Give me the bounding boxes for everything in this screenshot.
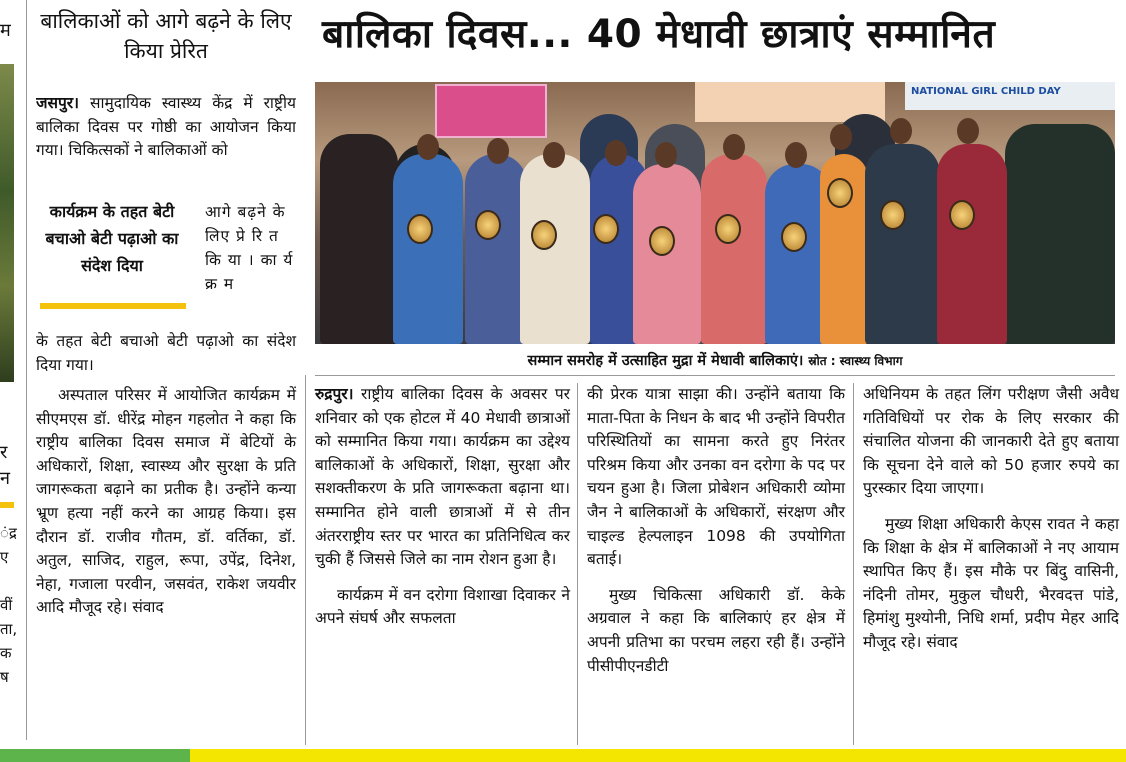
column-rule (305, 375, 306, 745)
side-story-continuation: के तहत बेटी बचाओ बेटी पढ़ाओ का संदेश दिया गया। (36, 332, 296, 374)
caption-text: सम्मान समरोह में उत्साहित मुद्रा में मेधावी बालिकाएं। (527, 353, 804, 369)
national-girl-child-day-banner: NATIONAL GIRL CHILD DAY (905, 82, 1115, 110)
paragraph-text: राष्ट्रीय बालिका दिवस के अवसर पर शनिवार को एक होटल में 40 मेधावी छात्राओं को सम्मानित किया गया। कार्यक्रम का उद्देश्य बालिकाओं के अधिकारों, शिक्षा, सुरक्षा और सशक्तीकरण के प्रति जागरूकता बढ़ाना था। सम्मानित होने वाली छात्राओं में से तीन अंतरराष्ट्रीय स्तर पर भारत का प्रतिनिधित्व कर चुकी हैं जिससे जिले का नाम रोशन हुआ है। (315, 385, 570, 569)
trophy-icon (715, 214, 741, 244)
face (723, 134, 745, 160)
story-column-3 (863, 383, 1119, 655)
column-rule (853, 383, 854, 745)
previous-column-fragment (0, 0, 18, 762)
edge-text: ंद्र (0, 524, 17, 542)
trophy-icon (949, 200, 975, 230)
paragraph-text: सामुदायिक स्वास्थ्य केंद्र में राष्ट्रीय बालिका दिवस पर गोष्ठी का आयोजन किया गया। चिकित्सकों ने बालिकाओं को (36, 94, 296, 160)
dateline: जसपुर। (36, 94, 79, 112)
person-figure (320, 134, 398, 344)
face (417, 134, 439, 160)
event-photo (315, 82, 1115, 344)
edge-text: क (0, 644, 12, 662)
student-figure (520, 154, 590, 344)
side-story-intro (36, 92, 296, 208)
paragraph-text: कार्यक्रम में वन दरोगा विशाखा दिवाकर ने अपने संघर्ष और सफलता (315, 585, 570, 628)
paragraph-text: अधिनियम के तहत लिंग परीक्षण जैसी अवैध गतिविधियों पर रोक के लिए सरकार की संचालित योजना की जानकारी देते हुए बताया कि सूचना देने वाले को 50 हजार रुपये का पुरस्कार दिया जाएगा। (863, 385, 1119, 498)
face (487, 138, 509, 164)
trophy-icon (531, 220, 557, 250)
edge-text: ए (0, 548, 9, 566)
student-figure (937, 144, 1007, 344)
face (785, 142, 807, 168)
accent-bar (0, 502, 14, 508)
student-figure (393, 154, 463, 344)
footer-green-segment (0, 749, 190, 762)
footer-color-bar (0, 749, 1126, 762)
pull-quote: कार्यक्रम के तहत बेटी बचाओ बेटी पढ़ाओ का संदेश दिया (45, 202, 179, 275)
trophy-icon (475, 210, 501, 240)
pull-quote-underline (40, 303, 186, 309)
trophy-icon (827, 178, 853, 208)
edge-text: ता, (0, 620, 18, 638)
story-column-2 (587, 383, 845, 678)
face (890, 118, 912, 144)
pink-banner (435, 84, 547, 138)
paragraph-text: की प्रेरक यात्रा साझा की। उन्होंने बताया कि माता-पिता के निधन के बाद भी उन्होंने विपरीत परिस्थितियों का सामना करते हुए निरंतर परिश्रम किया और उनका वन दरोगा के पद पर चयन हुआ है। जिला प्रोबेशन अधिकारी व्योमा जैन ने बालिकाओं के अधिकारों, संरक्षण और चाइल्ड हेल्पलाइन 1098 की उपयोगिता बताई। (587, 385, 845, 569)
trophy-icon (407, 214, 433, 244)
student-figure (701, 154, 767, 344)
trophy-icon (781, 222, 807, 252)
main-headline: बालिका दिवस... 40 मेधावी छात्राएं सम्मानित (322, 12, 996, 57)
person-figure (1005, 124, 1115, 344)
edge-text: म (0, 20, 11, 41)
side-story-body (36, 384, 296, 620)
cropped-photo (0, 64, 14, 382)
wrapped-text: आगे बढ़ने के लिए प्रे रि त कि या । का र्य क्र म (205, 203, 294, 293)
edge-text: वीं (0, 596, 13, 614)
trophy-icon (649, 226, 675, 256)
story-column-1 (315, 383, 570, 631)
paragraph-text: मुख्य शिक्षा अधिकारी केएस रावत ने कहा कि शिक्षा के क्षेत्र में बालिकाओं ने नए आयाम स्थापित किए हैं। इस मौके पर बिंदु वासिनी, नंदिनी तोमर, मुकुल चौधरी, भैरवदत्त पांडे, हिमांशु मुश्योनी, निधि शर्मा, प्रदीप मेहर आदि मौजूद रहे। संवाद (863, 514, 1119, 651)
side-story (36, 6, 296, 208)
trophy-icon (593, 214, 619, 244)
paragraph-text: मुख्य चिकित्सा अधिकारी डॉ. केके अग्रवाल ने कहा कि बालिकाएं हर क्षेत्र में अपनी प्रतिभा का परचम लहरा रही हैं। उन्होंने पीसीपीएनडीटी (587, 585, 845, 675)
trophy-icon (880, 200, 906, 230)
student-figure (465, 154, 527, 344)
column-rule (26, 0, 27, 740)
side-story-headline: बालिकाओं को आगे बढ़ने के लिए किया प्रेरित (40, 9, 292, 63)
edge-text: ष (0, 668, 9, 686)
edge-text: र (0, 442, 8, 463)
face (605, 140, 627, 166)
face (655, 142, 677, 168)
photo-credit: स्रोत : स्वास्थ्य विभाग (808, 354, 903, 368)
paragraph-text: अस्पताल परिसर में आयोजित कार्यक्रम में सीएमएस डॉ. धीरेंद्र मोहन गहलोत ने कहा कि राष्ट्रीय बालिका दिवस समाज में बेटियों के अधिकारों, शिक्षा, स्वास्थ्य और सुरक्षा के प्रति जागरूकता बढ़ाने का प्रतीक है। उन्होंने कन्या भ्रूण हत्या नहीं करने का आग्रह किया। इस दौरान डॉ. राजीव गौतम, डॉ. वर्तिका, डॉ. अतुल, साजिद, राहुल, रूपा, उपेंद्र, दिनेश, नेहा, गजाला परवीन, जसवंत, राकेश जयवीर आदि मौजूद रहे। संवाद (36, 386, 296, 617)
face (830, 124, 852, 150)
edge-text: न (0, 468, 10, 489)
face (957, 118, 979, 144)
student-figure (865, 144, 940, 344)
photo-caption (315, 346, 1115, 376)
column-rule (577, 383, 578, 745)
face (543, 142, 565, 168)
dateline: रुद्रपुर। (315, 385, 354, 403)
